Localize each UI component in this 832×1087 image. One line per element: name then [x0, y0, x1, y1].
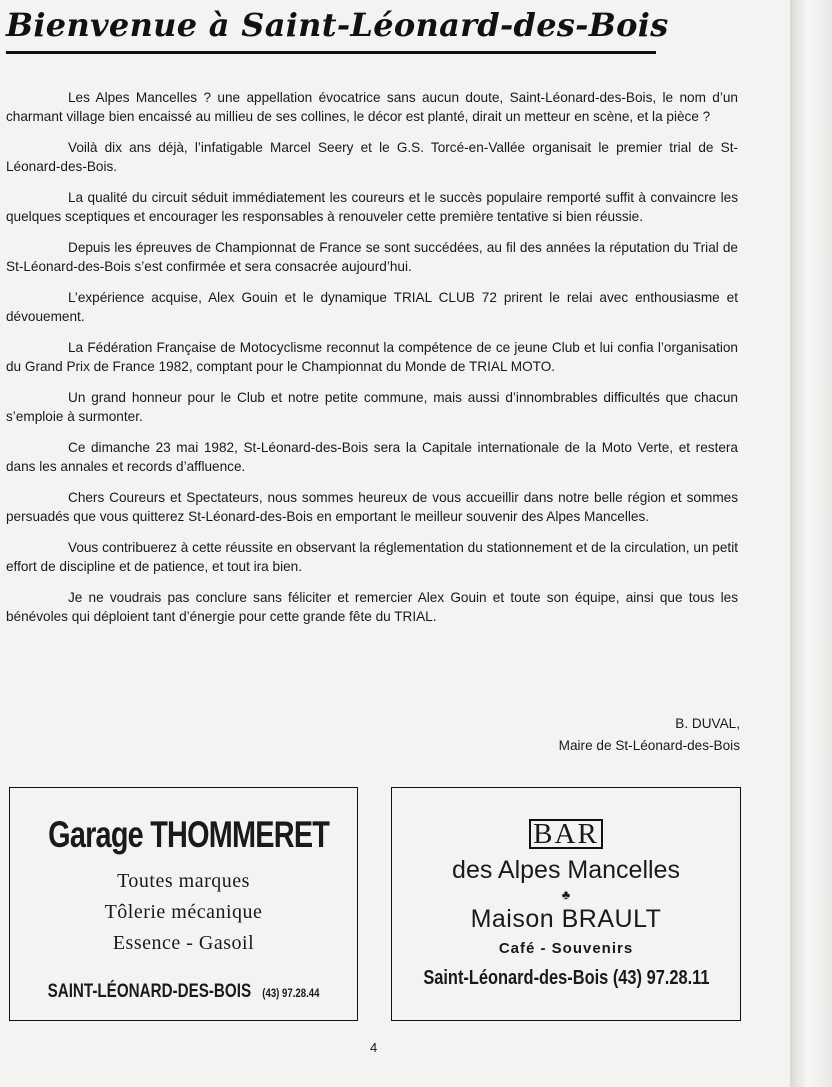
garage-advert [9, 787, 358, 1021]
paragraph: L’expérience acquise, Alex Gouin et le dynamique TRIAL CLUB 72 prirent le relai avec enthousiasme et dévouement. [6, 290, 738, 324]
paragraph: Voilà dix ans déjà, l’infatigable Marcel Seery et le G.S. Torcé-en-Vallée organisait le premier trial de St-Léonard-des-Bois. [6, 140, 738, 174]
welcome-letter [6, 88, 738, 638]
garage-footer [45, 981, 323, 1003]
garage-line: Toutes marques [117, 870, 250, 892]
club-icon: ♣ [561, 887, 571, 902]
page-title: Bienvenue à Saint-Léonard-des-Bois [6, 6, 669, 44]
paragraph: Vous contribuerez à cette réussite en observant la réglementation du stationnement et de la circulation, un petit effort de discipline et de patience, et tout ira bien. [6, 540, 738, 574]
next-page-edge [790, 0, 832, 1087]
page-number: 4 [370, 1040, 378, 1055]
garage-name: Garage THOMMERET [48, 814, 330, 855]
bar-services: Café - Souvenirs [498, 940, 634, 957]
bar-subtitle: des Alpes Mancelles [452, 856, 680, 884]
paragraph: Les Alpes Mancelles ? une appellation évocatrice sans aucun doute, Saint-Léonard-des-Bois, le nom d’un charmant village bien encaissé au millieu de ses collines, le décor est planté, dirait un metteur en scène, et la pièce ? [6, 90, 738, 124]
garage-phone: (43) 97.28.44 [262, 986, 320, 1000]
paragraph: Depuis les épreuves de Championnat de France se sont succédées, au fil des années la réputation du Trial de St-Léonard-des-Bois s’est confirmée et sera consacrée aujourd’hui. [6, 240, 738, 274]
title-underline [6, 51, 656, 54]
paragraph: Ce dimanche 23 mai 1982, St-Léonard-des-Bois sera la Capitale internationale de la Moto Verte, et restera dans les annales et records d’affluence. [6, 440, 738, 474]
paragraph: La qualité du circuit séduit immédiatement les coureurs et le succès populaire remporté suffit à convaincre les quelques sceptiques et encourager les responsables à renouveler cette première tentative si bien réussie. [6, 190, 738, 224]
bar-title-text: BAR [529, 819, 603, 849]
garage-town: SAINT-LÉONARD-DES-BOIS [47, 981, 252, 1002]
signature-name: B. DUVAL, [675, 716, 740, 731]
bar-advert [391, 787, 741, 1021]
garage-line: Essence - Gasoil [112, 932, 255, 954]
bar-maison: Maison BRAULT [470, 905, 662, 933]
signature-role: Maire de St-Léonard-des-Bois [558, 738, 740, 753]
paragraph: Chers Coureurs et Spectateurs, nous sommes heureux de vous accueillir dans notre belle région et sommes persuadés que vous quitterez St-Léonard-des-Bois en emportant le meilleur souvenir des Alpes Mancelles. [6, 490, 738, 524]
paragraph: Je ne voudrais pas conclure sans féliciter et remercier Alex Gouin et toute son équipe, ainsi que tous les bénévoles qui déploient tant d’énergie pour cette grande fête du TRIAL. [6, 590, 738, 624]
paragraph: La Fédération Française de Motocyclisme reconnut la compétence de ce jeune Club et lui confia l’organisation du Grand Prix de France 1982, comptant pour le Championnat du Monde de TRIAL MOTO. [6, 340, 738, 374]
paragraph: Un grand honneur pour le Club et notre petite commune, mais aussi d’innombrables difficultés que chacun s’emploie à surmonter. [6, 390, 738, 424]
bar-footer: Saint-Léonard-des-Bois (43) 97.28.11 [423, 967, 710, 989]
bar-title [392, 818, 740, 851]
garage-line: Tôlerie mécanique [104, 901, 263, 923]
